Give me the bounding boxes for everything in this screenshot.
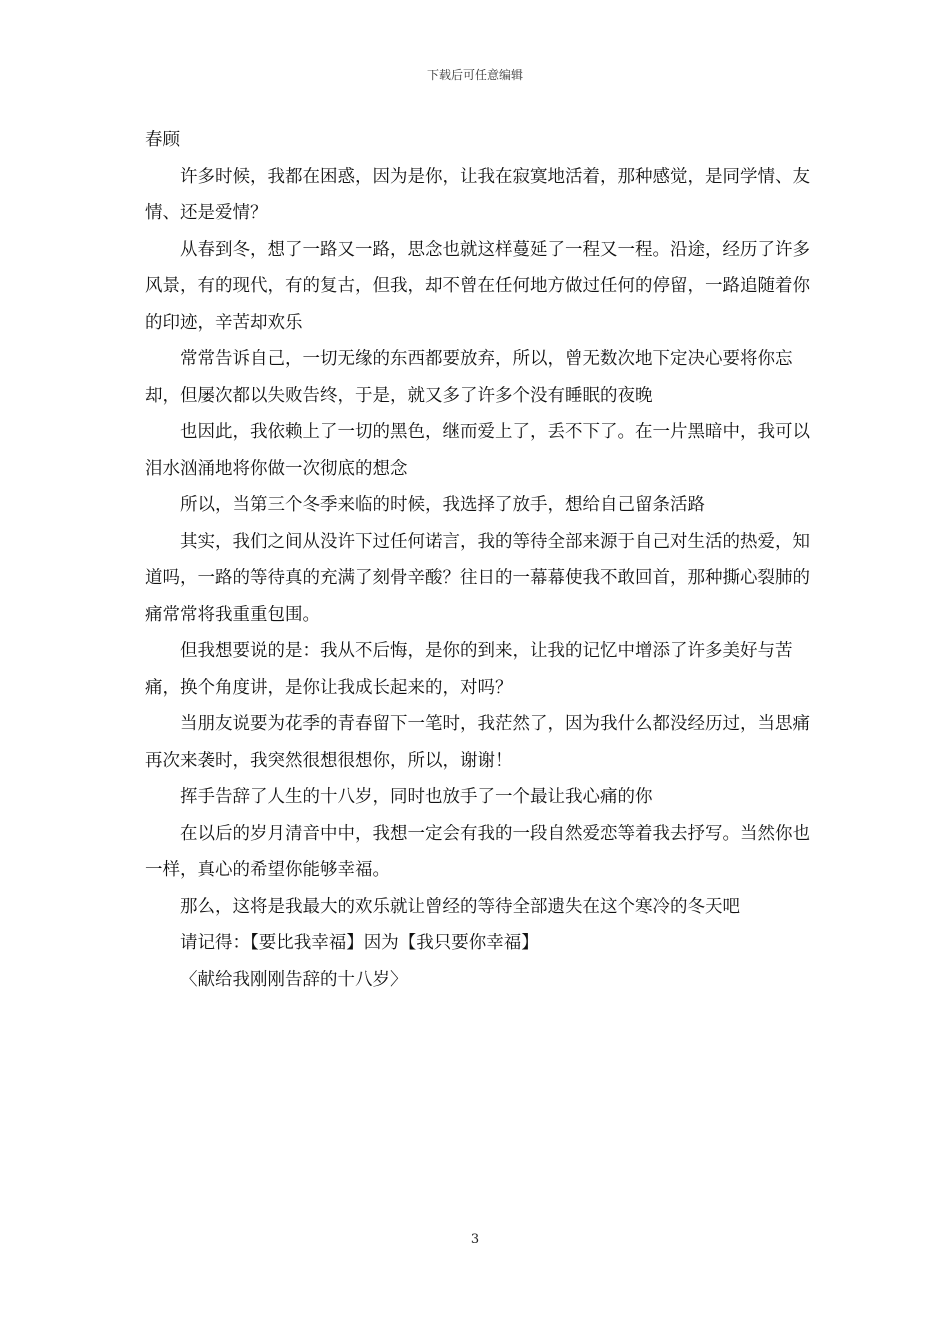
paragraph: 挥手告辞了人生的十八岁，同时也放手了一个最让我心痛的你: [180, 787, 653, 807]
document-title: 春顾: [145, 130, 180, 150]
paragraph: 那么，这将是我最大的欢乐就让曾经的等待全部遗失在这个寒冷的冬天吧: [180, 896, 740, 917]
paragraph: 许多时候，我都在困惑，因为是你，让我在寂寞地活着，那种感觉，是同学情、友情、还是爱情？: [145, 166, 810, 223]
paragraph: 从春到冬，想了一路又一路，思念也就这样蔓延了一程又一程。沿途，经历了许多风景，有的现代，有的复古，但我，却不曾在任何地方做过任何的停留，一路追随着你的印迹，辛苦却欢乐: [145, 239, 810, 333]
page-header: 下载后可任意编辑: [426, 68, 523, 82]
dedication: 〈献给我刚刚告辞的十八岁〉: [180, 969, 408, 990]
paragraph: 在以后的岁月清音中中，我想一定会有我的一段自然爱恋等着我去抒写。当然你也一样，真心的希望你能够幸福。: [145, 823, 810, 880]
document-body: [145, 122, 810, 998]
paragraph: 请记得：【要比我幸福】因为【我只要你幸福】: [180, 933, 539, 953]
paragraph: 也因此，我依赖上了一切的黑色，继而爱上了，丢不下了。在一片黑暗中，我可以泪水汹涌地将你做一次彻底的想念: [145, 422, 810, 479]
paragraph: 但我想要说的是：我从不后悔，是你的到来，让我的记忆中增添了许多美好与苦痛，换个角度讲，是你让我成长起来的，对吗？: [145, 641, 793, 698]
paragraph: 其实，我们之间从没许下过任何诺言，我的等待全部来源于自己对生活的热爱，知道吗，一路的等待真的充满了刻骨辛酸？往日的一幕幕使我不敢回首，那种撕心裂肺的痛常常将我重重包围。: [145, 531, 810, 625]
page-number: 3: [470, 1232, 480, 1247]
paragraph: 当朋友说要为花季的青春留下一笔时，我茫然了，因为我什么都没经历过，当思痛再次来袭时，我突然很想很想你，所以，谢谢！: [145, 714, 810, 771]
paragraph: 常常告诉自己，一切无缘的东西都要放弃，所以，曾无数次地下定决心要将你忘却，但屡次都以失败告终，于是，就又多了许多个没有睡眠的夜晚: [145, 349, 793, 406]
paragraph: 所以，当第三个冬季来临的时候，我选择了放手，想给自己留条活路: [180, 495, 705, 515]
